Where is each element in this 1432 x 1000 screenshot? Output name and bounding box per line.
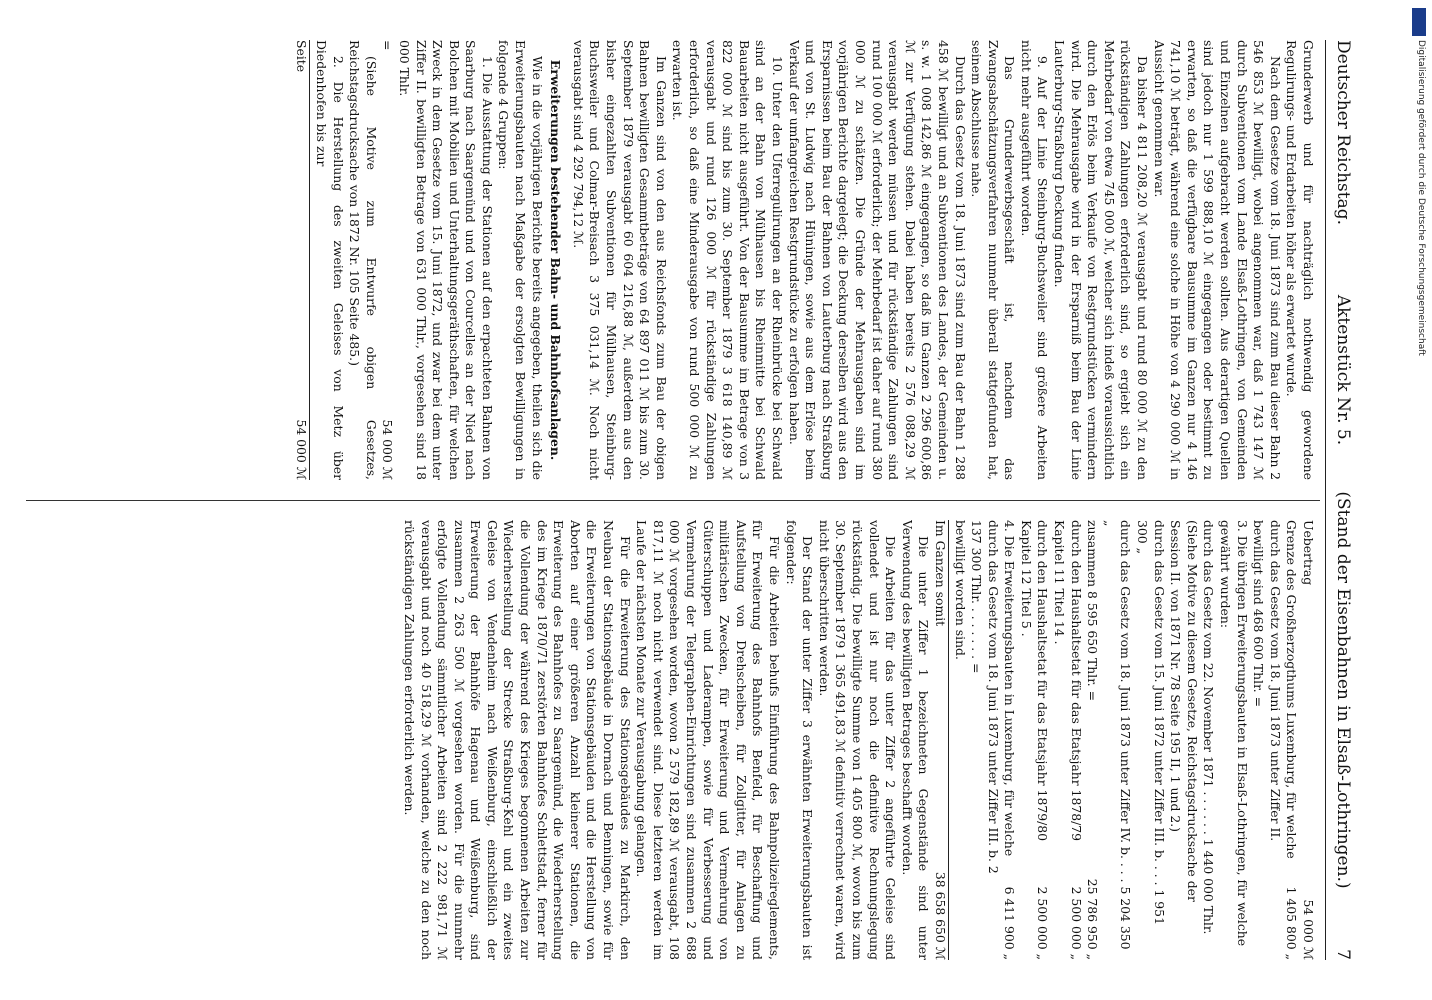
total-label: Im Ganzen somit [932,520,948,627]
ledger-amount [1216,952,1249,960]
column-divider [26,500,1320,501]
ledger-label: durch das Gesetz vom 22. November 1871 . . . . . . 1 440 000 Thlr. [1201,520,1217,935]
amount-row [379,40,396,480]
ledger-amount [951,952,968,960]
ledger-amount [1100,952,1133,960]
ledger-amount: 2 500 000 „ [1035,886,1051,960]
paragraph: Durch das Gesetz vom 18. Juni 1873 sind zum Bau der Bahn 1 288 458 ℳ bewilligt und an Subventionen des Landes, der Gemeinden u. s. w. 1 008 142,86 ℳ eingegangen, so daß im Ganzen 2 296 600,86 ℳ zur Verfügung stehen. Dabei haben bereits 2 576 088,29 ℳ verausgabt werden müssen und für rückständige Zahlungen sind rund 100 000 ℳ erforderlich; der Mehrbedarf ist daher auf rund 380 000 ℳ zu schätzen. Die Gründe der Mehrausgaben sind im vorjährigen Berichte dargelegt; die Deckung derselben wird aus den Ersparnissen beim Bau der Bahnen von Lauterburg nach Straßburg und von St. Ludwig nach Hüningen, sowie aus dem Erlöse beim Verkauf der umfangreichen Restgrundstücke zu erfolgen haben. [786,40,968,480]
ledger-label: durch das Gesetz vom 15. Juni 1872 unter Ziffer III. b. . . . 1 951 300 „ [1135,520,1167,925]
ledger-row [1133,520,1166,960]
paragraph: 10. Unter den Uferregulirungen an der Rheinbrücke bei Schwald sind an der Bahn von Mülhausen bis Rheinmitte bei Schwald Bauarbeiten nicht ausgeführt. Von der Bausumme im Betrage von 3 822 000 ℳ sind bis zum 30. September 1879 3 618 140,89 ℳ verausgabt und rund 126 000 ℳ für rückständige Zahlungen erforderlich, so daß eine Minderausgabe von rund 500 000 ℳ zu erwarten ist. [670,40,785,480]
ledger-row [1100,520,1133,960]
ledger-amount: 25 786 950 „ [1085,878,1101,960]
paragraph: (Siehe Motive zum Entwurfe obigen Gesetzes, Reichstagsdrucksache von 1872 Nr. 105 Seite 485.) [347,40,379,480]
ledger-label: durch den Haushaltsetat für das Etatsjahr 1879/80 Kapitel 12 Titel 5 . [1018,520,1051,842]
paragraph: Für die Arbeiten behufs Einführung des Bahnpolizeireglements, für Erweiterung des Bahnhofs Benfeld, für Beschaffung und Aufstellung von Drehscheiben, für Zollgitter, für Anlagen zu militärischen Zwecken, für Erweiterung und Vermehrung von Güterschuppen und Laderampen, sowie für Verbesserung und Vermehrung der Telegraphen-Einrichtungen sind zusammen 2 688 000 ℳ vorgesehen worden, wovon 2 579 182,89 ℳ verausgabt, 108 817,11 ℳ noch nicht verwendet sind. Diese letzteren werden im Laufe der nächsten Monate zur Verausgabung gelangen. [634,520,782,960]
paragraph: 1. Die Ausstattung der Stationen auf den erpachteten Bahnen von Saarburg nach Saargemünd und von Courcelles an der Nied nach Bolchen mit Mobilien und Unterhaltungsgeräthschaften, für welchen Zweck in dem Gesetze vom 15. Juni 1872, und zwar bei dem unter Ziffer II. bewilligten Betrage von 631 000 Thlr., vorgesehen sind 18 000 Thlr. [396,40,495,480]
ledger-label: durch den Haushaltsetat für das Etatsjahr 1878/79 Kapitel 11 Titel 14 . [1052,520,1084,842]
header-center: Aktenstück Nr. 5. [1333,294,1353,446]
paragraph: Da bisher 4 811 208,20 ℳ verausgabt und rund 80 000 ℳ zu den rückständigen Zahlungen erforderlich sind, so ergiebt sich ein Mehrbedarf von etwa 745 000 ℳ, welcher sich indeß voraussichtlich durch den Erlös beim Verkaufe von Restgrundstücken vermindern wird. Die Mehrausgabe wird in der Ersparniß beim Bau der Linie Lauterburg-Straßburg Deckung finden. [1052,40,1151,480]
header-right: (Stand der Eisenbahnen in Elsaß-Lothringen.) [1333,491,1353,889]
side-note-text: Digitalisierung gefördert durch die Deutsche Forschungsgemeinschaft [1416,40,1426,356]
ledger-rows [951,520,1316,960]
paragraph: 2. Die Herstellung des zweiten Geleises von Metz über Diedenhofen bis zur [313,40,346,480]
page-number: 7 [1333,949,1353,960]
section-heading: Erweiterungen bestehender Bahn- und Bahnhofsanlagen. [548,59,564,461]
ledger-row [1017,520,1050,960]
ledger-label: (Siehe Motive zu diesem Gesetze, Reichstagsdrucksache der Session II. von 1871 Nr. 78 Seite 195 II, 1 und 2.) [1168,520,1200,902]
ledger-row [968,520,1018,960]
ledger-amount: 2 500 000 „ [1068,886,1084,960]
ledger-row [1084,520,1101,960]
ledger-amount: 1 405 800 „ [1284,886,1300,960]
header-left: Deutscher Reichstag. [1333,40,1353,225]
total-amount: 38 658 650 ℳ [932,871,948,960]
header-rule [1325,40,1326,960]
left-column [26,40,1316,480]
paragraph: Das Grunderwerbsgeschäft ist, nachdem das Zwangsabschätzungsverfahren nunmehr überall stattgefunden hat, seinem Abschlusse nahe. [969,40,1018,480]
ledger-amount: 54 000 ℳ [1301,899,1316,960]
ledger-row [1051,520,1084,960]
ledger-row [1299,520,1316,960]
ledger-label: Grenze des Großherzogthums Luxemburg, für welche durch das Gesetz vom 18. Juni 1873 unter Ziffer II. bewilligt sind 468 600 Thlr. = [1251,520,1300,859]
paragraph: Der Stand der unter Ziffer 3 erwähnten Erweiterungsbauten ist folgender: [783,520,816,960]
paragraph: Wie in die vorjährigen Berichte bereits angegeben, theilen sich die Erweiterungsbauten nach Maßgabe der ersolgten Bewilligungen in folgende 4 Gruppen: [496,40,545,480]
ledger-row [1200,520,1217,960]
paragraph: 9. Auf der Linie Steinburg-Buchsweiler sind größere Arbeiten nicht mehr ausgeführt worden. [1018,40,1051,480]
ledger-total [931,520,949,960]
ledger-row [951,520,968,960]
ledger-label: 3. Die übrigen Erweiterungsbauten in Elsaß-Lothringen, für welche gewährt wurden: [1218,520,1250,947]
side-note [1412,40,1426,960]
ledger-label: 4. Die Erweiterungsbauten in Luxemburg, für welche durch das Gesetz vom 18. Juni 1873 unter Ziffer III. b. 2 137 300 Thlr. . . . . . . . = [969,520,1018,874]
paragraph: Im Ganzen sind von den aus Reichsfonds zum Bau der obigen Bahnen bewilligten Gesammtbeträge von 64 897 011 ℳ bis zum 30. September 1879 verausgabt 60 604 216,88 ℳ, außerdem aus den bisher eingezahlten Subventionen für Mülhausen, Steinburg-Buchsweiler und Colmar-Breisach 3 375 031,14 ℳ. Noch nicht verausgabt sind 4 292 794,12 ℳ. [570,40,669,480]
paragraph: Die unter Ziffer 1 bezeichneten Gegenstände sind unter Verwendung des bewilligten Betrages beschafft worden. [899,520,932,960]
paragraph: Für die Erweiterung des Stationsgebäudes zu Markirch, den Neubau der Stationsgebäude in Dornach und Benningen, sowie für die Erweiterungen von Stationsgebäuden und die Herstellung von Aborten auf einer größeren Anzahl kleinerer Stationen, die Erweiterung des Bahnhofes zu Saargemünd, die Wiederherstellung des im Kriege 1870/71 zerstörten Bahnhofes Schlettstadt, ferner für die Vollendung der während des Krieges begonnenen Arbeiten zur Wiederherstellung der Strecke Straßburg-Kehl und ein zweites Geleise von Vendenheim nach Weißenburg, einschließlich der Erweiterung der Bahnhöfe Hagenau und Weißenburg, sind zusammen 2 263 500 ℳ vorgesehen worden. Für die nunmehr erfolgte Vollendung sämmtlicher Arbeiten sind 2 222 981,71 ℳ verausgabt und noch 40 518,29 ℳ vorhanden, welche zu den noch rückständigen Zahlungen erforderlich werden. [401,520,633,960]
dfg-logo [1412,8,1426,36]
ledger-label: bewilligt worden sind. [952,520,968,660]
footer-label: Seite [294,40,310,73]
amount-eq: = [380,40,396,51]
ledger-label: zusammen 8 595 650 Thlr. = [1085,520,1101,702]
footer-amount: 54 000 ℳ [294,419,310,480]
ledger-row [1216,520,1249,960]
paragraph: Grunderwerb und für nachträglich nothwendig gewordene Regulirungs- und Erdarbeiten höher als erwartet wurde. [1284,40,1316,480]
right-column [26,520,1316,960]
ledger-row [1167,520,1200,960]
amount-value: 54 000 ℳ [380,419,396,480]
ledger-amount: 6 411 900 „ [1002,886,1018,960]
paragraph: Die Arbeiten für das unter Ziffer 2 angeführte Geleise sind vollendet und ist nur noch die definitive Rechnungslegung rückständig. Die bewilligte Summe von 1 405 800 ℳ, wovon bis zum 30. September 1879 1 365 491,83 ℳ definitiv verrechnet waren, wird nicht überschritten werden. [816,520,899,960]
ledger-amount [1200,952,1217,960]
ledger-label: Uebertrag [1301,520,1316,586]
ledger-row [1250,520,1300,960]
ledger-amount [1167,952,1200,960]
paragraph: Nach dem Gesetze vom 18. Juni 1873 sind zum Bau dieser Bahn 2 546 853 ℳ bewilligt, wobei angenommen war, daß 1 743 147 ℳ durch Subventionen vom Lande Elsaß-Lothringen, von Gemeinden und Einzelnen aufgebracht werden sollten. Aus derartigen Quellen sind jedoch nur 1 599 888,10 ℳ eingegangen oder bestimmt zu erwarten, so daß die verfügbare Bausumme im Ganzen nur 4 146 741,10 ℳ beträgt, während eine solche in Höhe von 4 290 000 ℳ in Aussicht genommen war. [1151,40,1283,480]
running-header [1326,40,1360,960]
page-footer-total [293,40,311,480]
ledger-amount [1133,952,1166,960]
ledger-label: durch das Gesetz vom 18. Juni 1873 unter Ziffer IV. b. . . . 5 204 350 „ [1101,520,1134,950]
